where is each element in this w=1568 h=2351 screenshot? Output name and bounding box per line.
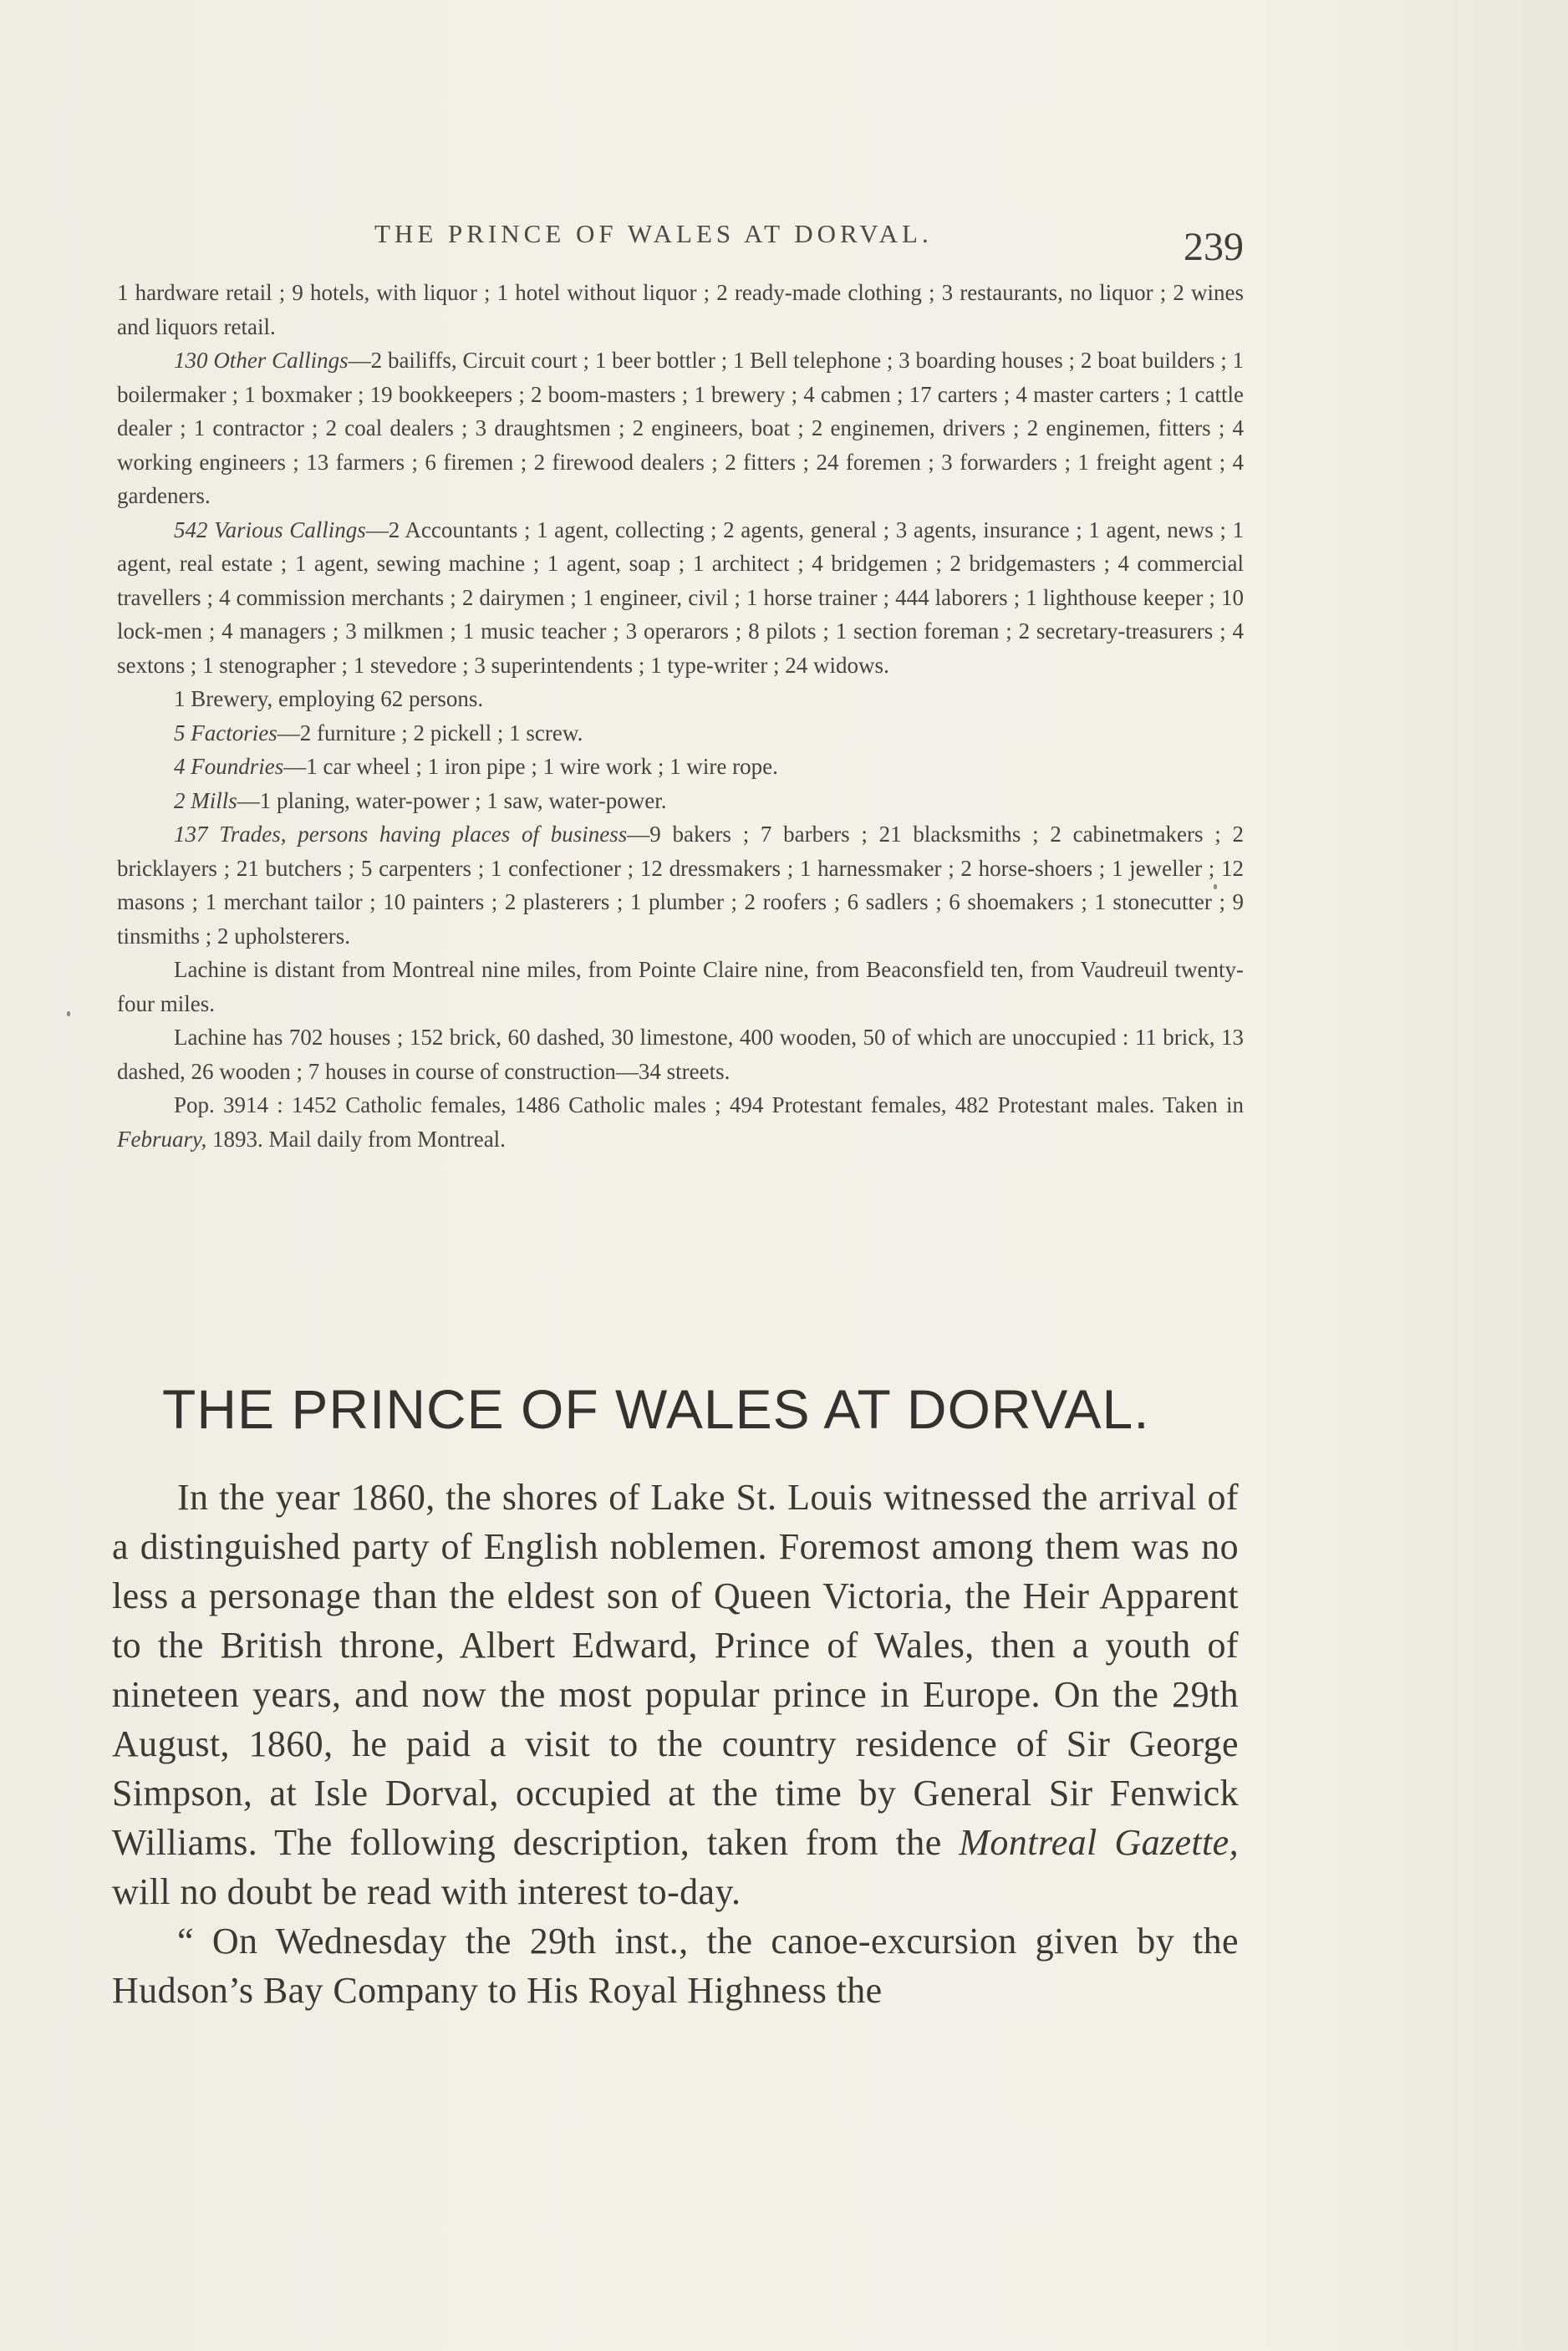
count-number: 5 xyxy=(174,720,186,746)
ink-speck xyxy=(1214,884,1217,889)
statistics-paragraph-various-callings xyxy=(117,513,1244,683)
count-number: 130 xyxy=(174,348,208,373)
category-text: —2 furniture ; 2 pickell ; 1 screw. xyxy=(277,720,583,746)
category-heading: Various Callings xyxy=(214,517,366,542)
category-text: —1 car wheel ; 1 iron pipe ; 1 wire work ; 1 wire rope. xyxy=(283,754,778,779)
statistics-paragraph: 1 hardware retail ; 9 hotels, with liquor ; 1 hotel without liquor ; 2 ready-made clothing ; 3 restaurants, no liquor ; 2 wines and liquors retail. xyxy=(117,280,1244,339)
category-heading: Factories xyxy=(191,720,277,746)
category-text: —2 bailiffs, Circuit court ; 1 beer bottler ; 1 Bell telephone ; 3 boarding houses ; 2 boat builders ; 1 boilermaker ; 1 boxmaker ; 19 bookkeepers ; 2 boom-masters ; 1 brewery ; 4 cabmen ; 17 carters ; 4 master carters ; 1 cattle dealer ; 1 contractor ; 2 coal dealers ; 3 draughtsmen ; 2 engineers, boat ; 2 enginemen, drivers ; 2 enginemen, fitters ; 4 working engineers ; 13 farmers ; 6 firemen ; 2 firewood dealers ; 2 fitters ; 24 foremen ; 3 forwarders ; 1 freight agent ; 4 gardeners. xyxy=(117,348,1245,508)
statistics-paragraph-brewery: 1 Brewery, employing 62 persons. xyxy=(174,686,484,711)
count-number: 4 xyxy=(174,754,186,779)
narrative-paragraph-quote: “ On Wednesday the 29th inst., the canoe-excursion given by the Hudson’s Bay Company to His Royal Highness the xyxy=(112,1921,1239,2011)
census-month: February, xyxy=(117,1126,207,1152)
count-number: 542 xyxy=(174,517,208,542)
count-number: 137 xyxy=(174,822,208,847)
statistics-paragraph-factories xyxy=(117,716,1244,751)
statistics-paragraph-trades xyxy=(117,817,1244,953)
category-text: —9 bakers ; 7 barbers ; 21 blacksmiths ; 2 cabinetmakers ; 2 bricklayers ; 21 butchers ; 5 carpenters ; 1 confectioner ; 12 dressmakers ; 1 harnessmaker ; 2 horse-shoers ; 1 jeweller ; 12 masons ; 1 merchant tailor ; 10 painters ; 2 plasterers ; 1 plumber ; 2 roofers ; 6 sadlers ; 6 shoemakers ; 1 stonecutter ; 9 tinsmiths ; 2 upholsterers. xyxy=(117,822,1245,949)
running-head: THE PRINCE OF WALES AT DORVAL. xyxy=(374,219,933,248)
narrative-text-end: will no doubt be read with interest to-day. xyxy=(112,1871,741,1912)
statistics-paragraph-other-callings xyxy=(117,343,1244,513)
statistics-paragraph-houses: Lachine has 702 houses ; 152 brick, 60 dashed, 30 limestone, 400 wooden, 50 of which are unoccupied : 11 brick, 13 dashed, 26 wooden ; 7 houses in course of construction—34 streets. xyxy=(117,1025,1244,1084)
population-text-end: 1893. Mail daily from Montreal. xyxy=(206,1126,506,1152)
chapter-title: THE PRINCE OF WALES AT DORVAL. xyxy=(162,1378,1150,1440)
category-heading: Mills xyxy=(191,787,237,813)
statistics-paragraph-population xyxy=(117,1088,1244,1156)
category-text: —1 planing, water-power ; 1 saw, water-power. xyxy=(237,787,667,813)
category-heading: Other Callings xyxy=(213,348,349,373)
statistics-paragraph-mills xyxy=(117,784,1244,818)
category-heading: Trades, persons having places of business xyxy=(219,822,628,847)
count-number: 2 xyxy=(174,787,186,813)
page-number: 239 xyxy=(1184,225,1244,269)
narrative-section xyxy=(112,1473,1239,2015)
category-text: —2 Accountants ; 1 agent, collecting ; 2 agents, general ; 3 agents, insurance ; 1 agent, news ; 1 agent, real estate ; 1 agent, sewing machine ; 1 agent, soap ; 1 architect ; 4 bridgemen ; 2 bridgemasters ; 4 commercial travellers ; 4 commission merchants ; 2 dairymen ; 1 engineer, civil ; 1 horse trainer ; 444 laborers ; 1 lighthouse keeper ; 10 lock-men ; 4 managers ; 3 milkmen ; 1 music teacher ; 3 operarors ; 8 pilots ; 1 section foreman ; 2 secretary-treasurers ; 4 sextons ; 1 stenographer ; 1 stevedore ; 3 superintendents ; 1 type-writer ; 24 widows. xyxy=(117,517,1245,678)
category-heading: Foundries xyxy=(191,754,284,779)
ink-speck xyxy=(67,1011,70,1016)
newspaper-title: Montreal Gazette, xyxy=(959,1822,1240,1863)
population-text: Pop. 3914 : 1452 Catholic females, 1486 Catholic males ; 494 Protestant females, 482 Protestant males. Taken in xyxy=(174,1092,1244,1117)
statistics-section xyxy=(117,276,1244,1156)
narrative-paragraph xyxy=(112,1473,1239,1916)
statistics-paragraph-distances: Lachine is distant from Montreal nine miles, from Pointe Claire nine, from Beaconsfield ten, from Vaudreuil twenty-four miles. xyxy=(117,957,1244,1016)
narrative-text: In the year 1860, the shores of Lake St. Louis witnessed the arrival of a distinguished party of English noblemen. Foremost among them was no less a personage than the eldest son of Queen Victoria, the Heir Apparent to the British throne, Albert Edward, Prince of Wales, then a youth of nineteen years, and now the most popular prince in Europe. On the 29th August, 1860, he paid a visit to the country residence of Sir George Simpson, at Isle Dorval, occupied at the time by General Sir Fenwick Williams. The following description, taken from the xyxy=(112,1477,1239,1863)
statistics-paragraph-foundries xyxy=(117,750,1244,784)
